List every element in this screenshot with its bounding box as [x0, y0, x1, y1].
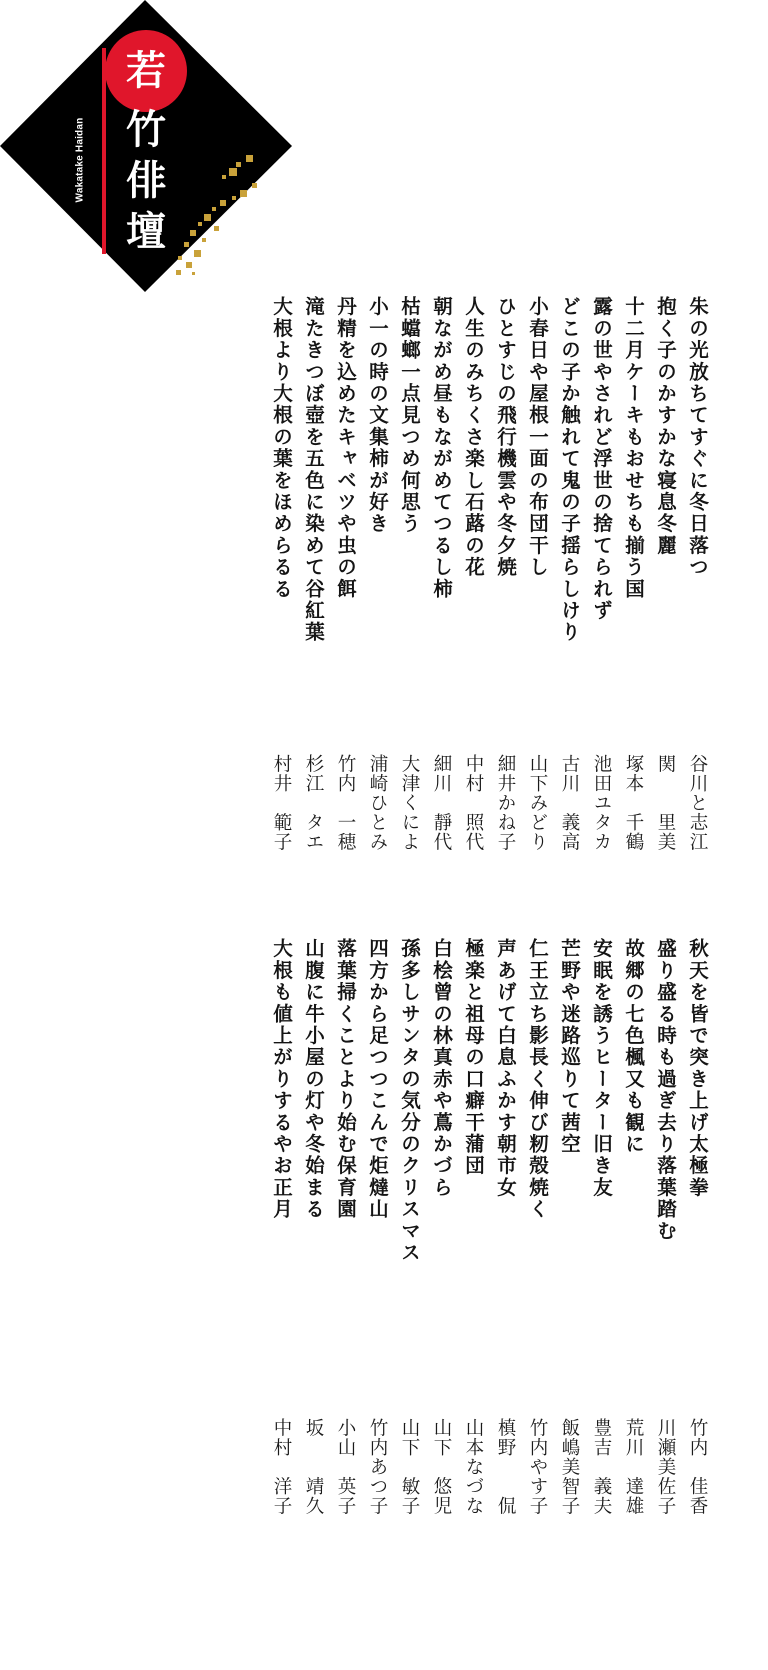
- haiku-line: 四方から足つつこんで炬燵山: [366, 938, 389, 1221]
- logo-romaji-text: Wakatake Haidan: [74, 117, 86, 203]
- haiku-block-1: [265, 296, 713, 643]
- author-name: 杉江 タエ: [303, 754, 324, 852]
- haiku-line: 人生のみちくさ楽し石蕗の花: [462, 296, 485, 579]
- haiku-line: 大根より大根の葉をほめらるる: [270, 296, 293, 600]
- author-name: 関 里美: [655, 754, 676, 852]
- author-name: 山下 敏子: [399, 1418, 420, 1516]
- haiku-line: 極楽と祖母の口癖干蒲団: [462, 938, 485, 1177]
- haiku-line: 白桧曾の林真赤や蔦かづら: [430, 938, 453, 1199]
- haiku-line: 大根も値上がりするやお正月: [270, 938, 293, 1221]
- haiku-line: 抱く子のかすかな寝息冬麗: [654, 296, 677, 557]
- author-name: 竹内 一穂: [335, 754, 356, 852]
- haiku-line: 安眠を誘うヒーター旧き友: [590, 938, 613, 1199]
- haiku-line: 露の世やされど浮世の捨てられず: [590, 296, 613, 622]
- author-name: 小山 英子: [335, 1418, 356, 1516]
- haiku-line: 滝たきつぼ壺を五色に染めて谷紅葉: [302, 296, 325, 644]
- author-name: 竹内あつ子: [367, 1418, 388, 1516]
- logo-kanji-hai: 俳: [126, 157, 166, 204]
- author-name: 飯嶋美智子: [559, 1418, 580, 1516]
- author-name: 坂 靖久: [303, 1418, 324, 1516]
- haiku-line: 山腹に牛小屋の灯や冬始まる: [302, 938, 325, 1221]
- author-name: 竹内 佳香: [687, 1418, 708, 1516]
- haiku-line: 芒野や迷路巡りて茜空: [558, 938, 581, 1155]
- author-name: 中村 照代: [463, 754, 484, 852]
- author-name: 細川 靜代: [431, 754, 452, 852]
- author-name: 川瀬美佐子: [655, 1418, 676, 1516]
- author-name: 村井 範子: [271, 754, 292, 852]
- author-name: 山本なづな: [463, 1418, 484, 1516]
- author-name: 豊吉 義夫: [591, 1418, 612, 1516]
- logo-kanji-dan: 壇: [126, 208, 166, 255]
- haiku-line: 小春日や屋根一面の布団干し: [526, 296, 549, 579]
- author-name: 塚本 千鶴: [623, 754, 644, 852]
- author-name: 細井かね子: [495, 754, 516, 852]
- haiku-line: 小一の時の文集柿が好き: [366, 296, 389, 535]
- logo-kanji-waka: 若: [126, 47, 166, 94]
- haiku-line: 丹精を込めたキャベツや虫の餌: [334, 296, 357, 600]
- author-name: 荒川 達雄: [623, 1418, 644, 1516]
- haiku-line: 落葉掃くことより始む保育園: [334, 938, 357, 1221]
- author-name: 古川 義高: [559, 754, 580, 852]
- haiku-line: 声あげて白息ふかす朝市女: [494, 938, 517, 1199]
- author-name: 竹内やす子: [527, 1418, 548, 1516]
- author-name: 浦崎ひとみ: [367, 754, 388, 852]
- red-stripe: [102, 48, 106, 254]
- author-name: 槙野 侃: [495, 1418, 516, 1516]
- haiku-line: ひとすじの飛行機雲や冬夕焼: [494, 296, 517, 579]
- haiku-line: 朱の光放ちてすぐに冬日落つ: [686, 296, 709, 579]
- haiku-line: 盛り盛る時も過ぎ去り落葉踏む: [654, 938, 677, 1242]
- author-names-block-1: [265, 754, 713, 852]
- haiku-line: 孫多しサンタの気分のクリスマス: [398, 938, 421, 1264]
- haiku-line: 秋天を皆で突き上げ太極拳: [686, 938, 709, 1199]
- author-name: 山下 悠児: [431, 1418, 452, 1516]
- haiku-line: 仁王立ち影長く伸び籾殻焼く: [526, 938, 549, 1221]
- author-name: 池田ユタカ: [591, 754, 612, 852]
- haiku-line: 故郷の七色楓又も観に: [622, 938, 645, 1155]
- author-name: 谷川と志江: [687, 754, 708, 852]
- author-name: 山下みどり: [527, 754, 548, 852]
- logo-kanji-take: 竹: [126, 106, 166, 153]
- author-name: 大津くによ: [399, 754, 420, 852]
- haiku-line: 十二月ケーキもおせちも揃う国: [622, 296, 645, 600]
- haiku-block-2: [265, 938, 713, 1264]
- wakatake-haidan-logo: [0, 0, 300, 300]
- haiku-line: どこの子か触れて鬼の子揺らしけり: [558, 296, 581, 644]
- haiku-line: 枯蟷螂一点見つめ何思う: [398, 296, 421, 535]
- author-names-block-2: [265, 1418, 713, 1516]
- author-name: 中村 洋子: [271, 1418, 292, 1516]
- haiku-line: 朝ながめ昼もながめてつるし柿: [430, 296, 453, 600]
